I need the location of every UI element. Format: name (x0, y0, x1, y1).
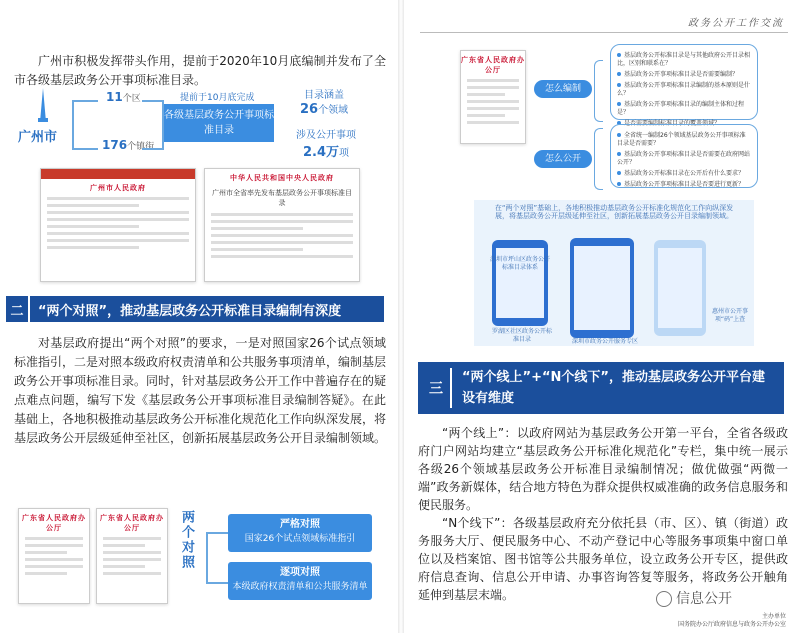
wechat-icon (656, 591, 672, 607)
section-3-body (418, 424, 788, 604)
right-doc (460, 50, 526, 144)
publish-question-list (610, 124, 758, 188)
media-panel (474, 200, 754, 346)
guangzhou-diagram (14, 86, 388, 158)
how-to-compile-pill: 怎么编制 (534, 80, 592, 98)
contrast-bracket (206, 532, 228, 584)
bottom-doc-1 (18, 508, 90, 604)
q1-item: 基层政务公开事项标准目录的编制主体和过程是？ (617, 101, 745, 116)
two-contrast-label: 两个对照 (179, 510, 194, 570)
q1-item: 基层政务公开标准目录是与其他政府公开目录相比，区别和联系在？ (617, 52, 751, 67)
city-label: 广州市 (18, 130, 58, 145)
bracket-1 (594, 60, 603, 122)
q1-item: 基层政务公开事项标准目录是否需要编制？ (617, 71, 751, 79)
section-3-number: 三 (429, 381, 443, 397)
q1-item: 是否需要编制标准目录的覆盖领域？ (617, 120, 751, 128)
website-header: 广州市人民政府 (90, 184, 146, 192)
section-2-text: 对基层政府提出“两个对照”的要求，一是对照国家26个试点领域标准指引，二是对照本级政府权责清单和公共服务事项清单，编制基层政务公开事项标准目录。同时，针对基层政务公开工作中普遍存在的疑点难点问题，编写下发《基层政务公开事项标准目录编制答疑》。在此基础上，各地积极推动基层政务公开标准化规范化工作向纵深发展，将基层政务公开层级延伸至社区，创新拓展基层政务公开目录编制领域。 (14, 336, 387, 445)
section-2-number: 二 (6, 296, 30, 322)
mid-bracket (142, 100, 164, 150)
items-stat: 涉及公开事项 2.4万项 (296, 130, 356, 160)
tower-icon (34, 88, 52, 122)
n-offline-text: “N个线下”：各级基层政府充分依托县（市、区）、镇（街道）政务服务大厅、便民服务中心、不动产登记中心等服务事项集中窗口单位以及档案馆、图书馆等公共服务单位，设立政务公开专区，提供政府信息查询、信息公开申请、办事咨询答复等服务，将政务公开触角延伸到基层末端。 (418, 516, 788, 602)
phone-2 (570, 238, 634, 338)
q2-item: 基层政务公开标准目录在公开后有什么要求？ (617, 170, 751, 178)
left-bracket (72, 100, 98, 150)
center-box: 各级基层政务公开事项标准目录 (164, 104, 274, 142)
running-header: 政务公开工作交流 (688, 18, 784, 29)
ahead-label: 提前于10月底完成 (180, 93, 255, 103)
media-caption: 在“两个对照”基础上，各地积极推动基层政务公开标准化规范化工作向纵深发展，将基层政务公开层级延伸至社区，创新拓展基层政务公开目录编制领域。 (494, 204, 734, 220)
section-2-banner (6, 296, 384, 322)
q2-item: 全省统一编制26个领域基层政务公开事项标准目录是否需要？ (617, 132, 746, 147)
gov-header: 中华人民共和国中央人民政府 (230, 174, 334, 182)
bottom-doc-1-head: 广东省人民政府办公厅 (22, 514, 86, 532)
q1-item: 基层政务公开事项标准目录编制的基本原则是什么？ (617, 82, 751, 97)
two-online-text: “两个线上”：以政府网站为基层政务公开第一平台，全省各级政府门户网站均建立“基层政务公开标准化规范化”专栏，集中统一展示各级26个领域基层政务公开标准目录编制情况；做优做强“两微一端”政务新媒体，结合地方特色为群众提供权威准确的政务信息服务和便民服务。 (418, 426, 788, 512)
phone-1 (492, 240, 548, 326)
section-2-body (14, 334, 386, 448)
bottom-doc-2 (96, 508, 168, 604)
gz-website-screenshot (40, 168, 196, 282)
publisher-info: 主办单位 国务院办公厅政府信息与政务公开办公室 (677, 613, 786, 628)
bracket-2 (594, 128, 603, 190)
phone-1-caption: 深圳市坪山区政务公开标准目录体系 (489, 256, 550, 271)
q2-item: 基层政务公开事项标准目录是否要进行更新？ (617, 181, 751, 189)
wechat-logo: 信息公开 (656, 588, 732, 608)
towns-stat: 176个镇街 (102, 138, 155, 152)
compile-question-list (610, 44, 758, 127)
gov-website-screenshot (204, 168, 360, 282)
q2-item: 基层政务公开事项标准目录是否需要在政府网站公开？ (617, 151, 751, 166)
gov-article-title: 广州市全省率先发布基层政务公开事项标准目录 (212, 189, 352, 207)
strict-contrast-box: 严格对照 国家26个试点领域标准指引 (228, 514, 372, 552)
cover-stat: 目录涵盖 26个领域 (300, 90, 349, 117)
bottom-doc-2-head: 广东省人民政府办公厅 (100, 514, 164, 532)
phone-1-subcaption: 罗湖区社区政务公开标准目录 (492, 328, 553, 343)
right-connector (276, 100, 292, 146)
districts-stat: 11个区 (106, 90, 141, 104)
section-3-title: “两个线上”+“N个线下”，推动基层政务公开平台建设有维度 (462, 370, 765, 406)
phone-3 (654, 240, 706, 336)
header-rule (420, 32, 788, 33)
intro-paragraph (14, 52, 386, 90)
section-3-banner (418, 362, 784, 414)
intro-text: 广州市积极发挥带头作用，提前于2020年10月底编制并发布了全市各级基层政务公开事项标准目录。 (14, 54, 386, 87)
right-doc-head: 广东省人民政府办公厅 (461, 56, 525, 74)
section-2-title: “两个对照”，推动基层政务公开标准目录编制有深度 (38, 303, 342, 319)
phone-2-caption: 深圳市政务公开服务专区 (571, 338, 638, 345)
phone-3-caption: 惠州市公开事项“码”上查 (711, 308, 748, 323)
itemized-contrast-box: 逐项对照 本级政府权责清单和公共服务清单 (228, 562, 372, 600)
page-spine (398, 0, 404, 633)
how-to-publish-pill: 怎么公开 (534, 150, 592, 168)
